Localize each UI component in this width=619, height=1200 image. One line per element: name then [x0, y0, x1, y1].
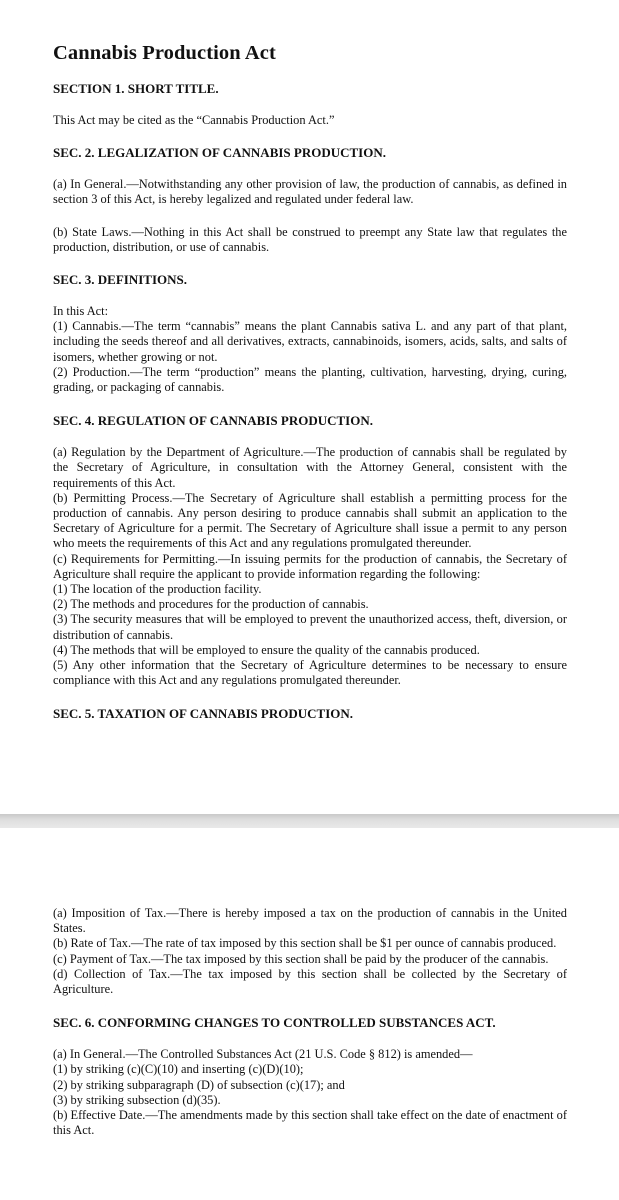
section-5-heading: SEC. 5. TAXATION OF CANNABIS PRODUCTION. [53, 706, 353, 722]
section-4-c-4: (4) The methods that will be employed to ensure the quality of the cannabis produced. [53, 642, 480, 657]
section-4-c-2: (2) The methods and procedures for the production of cannabis. [53, 597, 369, 612]
section-3-body [53, 304, 567, 395]
section-4-body [53, 445, 567, 688]
section-4-c: (c) Requirements for Permitting.—In issuing permits for the production of cannabis, the Secretary of Agriculture shall require the applicant to provide information regarding the following: [53, 551, 567, 581]
section-2-heading: SEC. 2. LEGALIZATION OF CANNABIS PRODUCTION. [53, 145, 386, 161]
section-4-b: (b) Permitting Process.—The Secretary of Agriculture shall establish a permitting process for the production of cannabis. Any person desiring to produce cannabis shall submit an application to the Secretary of Agriculture for a permit. The Secretary of Agriculture shall issue a permit to any person who meets the requirements of this Act and any regulations promulgated thereunder. [53, 490, 567, 551]
section-6-b: (b) Effective Date.—The amendments made by this section shall take effect on the date of enactment of this Act. [53, 1108, 567, 1138]
section-4-a: (a) Regulation by the Department of Agriculture.—The production of cannabis shall be regulated by the Secretary of Agriculture, in consultation with the Attorney General, consistent with the requirements of this Act. [53, 445, 567, 490]
section-3-intro: In this Act: [53, 304, 109, 319]
section-2-a: (a) In General.—Notwithstanding any other provision of law, the production of cannabis, as defined in section 3 of this Act, is hereby legalized and regulated under federal law. [53, 177, 567, 207]
document-title: Cannabis Production Act [53, 42, 276, 64]
section-6-a-1: (1) by striking (c)(C)(10) and inserting (c)(D)(10); [53, 1062, 304, 1077]
section-6-heading: SEC. 6. CONFORMING CHANGES TO CONTROLLED SUBSTANCES ACT. [53, 1015, 496, 1031]
section-4-c-5: (5) Any other information that the Secretary of Agriculture determines to be necessary to ensure compliance with this Act and any regulations promulgated thereunder. [53, 658, 567, 688]
section-5-d: (d) Collection of Tax.—The tax imposed by this section shall be collected by the Secretary of Agriculture. [53, 966, 567, 997]
section-4-c-1: (1) The location of the production facility. [53, 582, 262, 597]
section-3-item-2: (2) Production.—The term “production” means the planting, cultivation, harvesting, drying, curing, grading, or packaging of cannabis. [53, 364, 567, 395]
section-1-text: This Act may be cited as the “Cannabis Production Act.” [53, 113, 335, 127]
section-1-heading: SECTION 1. SHORT TITLE. [53, 81, 219, 96]
section-6-a: (a) In General.—The Controlled Substances Act (21 U.S. Code § 812) is amended— [53, 1047, 473, 1062]
section-5-c: (c) Payment of Tax.—The tax imposed by this section shall be paid by the producer of the cannabis. [53, 951, 549, 966]
section-3-item-1: (1) Cannabis.—The term “cannabis” means the plant Cannabis sativa L. and any part of that plant, including the seeds thereof and all derivatives, extracts, cannabinoids, isomers, acids, salts, and salts of isomers, whether growing or not. [53, 319, 567, 364]
section-6-a-2: (2) by striking subparagraph (D) of subsection (c)(17); and [53, 1077, 345, 1092]
section-4-heading: SEC. 4. REGULATION OF CANNABIS PRODUCTION. [53, 413, 373, 429]
section-4-c-3: (3) The security measures that will be employed to prevent the unauthorized access, theft, diversion, or distribution of cannabis. [53, 612, 567, 642]
document-page-2 [0, 828, 619, 1200]
section-6-body [53, 1047, 567, 1138]
section-2-b: (b) State Laws.—Nothing in this Act shall be construed to preempt any State law that regulates the production, distribution, or use of cannabis. [53, 224, 567, 254]
section-5-b: (b) Rate of Tax.—The rate of tax imposed by this section shall be $1 per ounce of cannabis produced. [53, 936, 557, 951]
section-5-body [53, 906, 567, 997]
section-6-a-3: (3) by striking subsection (d)(35). [53, 1092, 221, 1107]
page-separator [0, 814, 619, 828]
section-3-heading: SEC. 3. DEFINITIONS. [53, 272, 188, 288]
section-5-a: (a) Imposition of Tax.—There is hereby imposed a tax on the production of cannabis in the United States. [53, 906, 567, 936]
